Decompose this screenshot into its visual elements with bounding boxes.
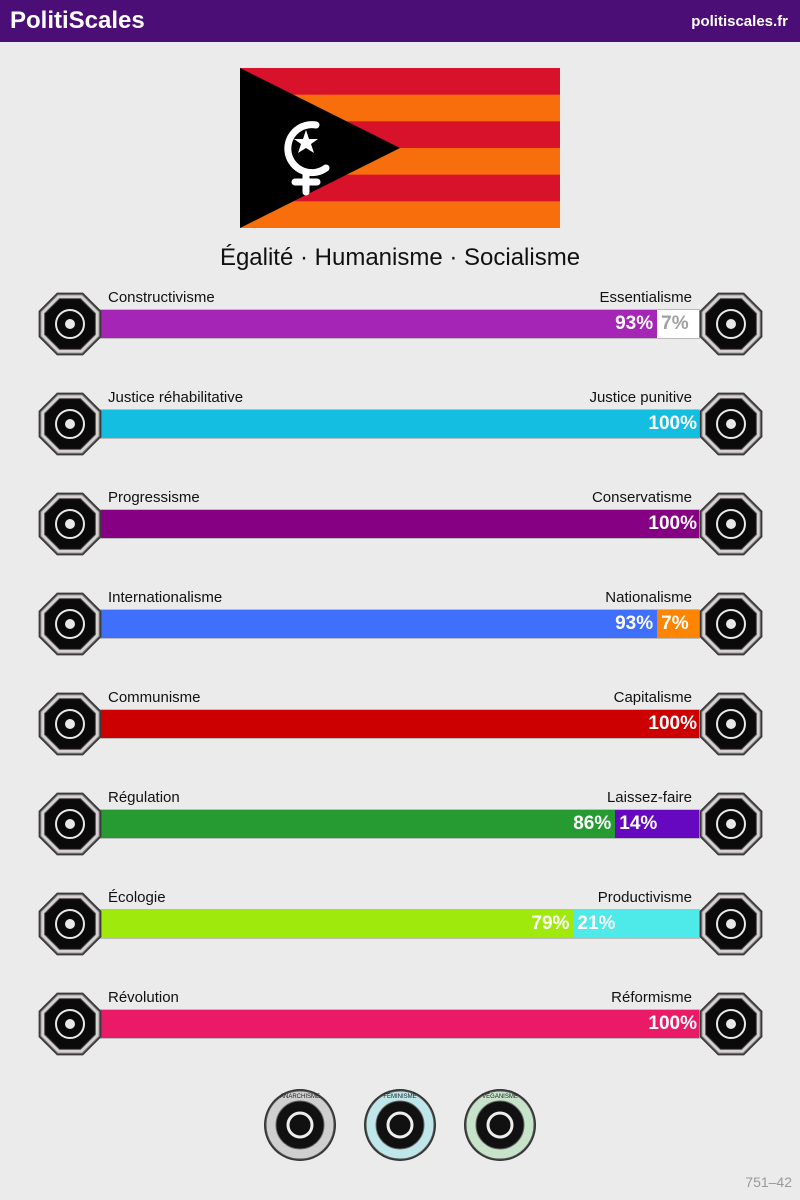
axis-row [0, 589, 800, 689]
fist-icon [35, 989, 105, 1059]
axis-row [0, 789, 800, 889]
axis-right-label: Réformisme [611, 989, 692, 1006]
axis-row [0, 489, 800, 589]
axis-row [0, 989, 800, 1089]
rocket-icon [35, 489, 105, 559]
badge-ring-text: FÉMINISME [383, 1094, 417, 1100]
eye-icon [35, 289, 105, 359]
money-bag-icon [696, 689, 766, 759]
axis-right-label: Conservatisme [591, 489, 692, 506]
axis-bar-right-segment: 21% [573, 910, 699, 938]
axis-bar [100, 809, 700, 839]
site-link[interactable]: politiscales.fr [691, 13, 788, 30]
axis-right-label: Justice punitive [589, 389, 692, 406]
axis-row [0, 389, 800, 489]
badge-ring-text: ANARCHISME [279, 1094, 321, 1100]
axis-bar [100, 909, 700, 939]
axis-left-label: Communisme [108, 689, 201, 706]
prison-bars-icon [696, 389, 766, 459]
flag-stripe [240, 68, 560, 95]
butterfly-icon [696, 789, 766, 859]
brand-title[interactable]: PolitiScales [10, 7, 145, 34]
gear-icon [696, 889, 766, 959]
axis-left-label: Justice réhabilitative [108, 389, 244, 406]
sprout-icon [35, 889, 105, 959]
flag-stripe [240, 201, 560, 228]
axis-bar-left-segment: 93% [101, 310, 657, 338]
axis-bar-left-segment: 93% [101, 610, 657, 638]
axis-right-label: Capitalisme [613, 689, 692, 706]
axis-bar [100, 409, 700, 439]
axis-bar-left-segment: 100% [101, 710, 699, 738]
badges-row [0, 1088, 800, 1162]
axis-bar [100, 509, 700, 539]
axis-left-label: Écologie [108, 889, 166, 906]
feminism-badge-icon [363, 1088, 437, 1162]
axis-bar [100, 309, 700, 339]
top-bar [0, 0, 800, 42]
axis-left-label: Internationalisme [108, 589, 223, 606]
axis-bar-left-segment: 100% [101, 410, 699, 438]
ideology-flag [240, 68, 560, 228]
axis-bar-right-segment: 7% [657, 610, 699, 638]
axis-row [0, 889, 800, 989]
axis-bar-right-segment: 7% [657, 310, 699, 338]
slogan: Égalité · Humanisme · Socialisme [219, 244, 581, 271]
axis-left-label: Progressisme [108, 489, 200, 506]
axis-row [0, 289, 800, 389]
parliament-icon [696, 989, 766, 1059]
axis-bar [100, 709, 700, 739]
flower-icon [696, 289, 766, 359]
axis-bar-left-segment: 100% [101, 510, 699, 538]
globe-icon [35, 589, 105, 659]
anarchism-badge-icon [263, 1088, 337, 1162]
axis-bar-left-segment: 79% [101, 910, 573, 938]
axis-left-label: Régulation [108, 789, 180, 806]
axis-bar [100, 1009, 700, 1039]
axis-bar-right-segment: 14% [615, 810, 699, 838]
flag-icon [696, 589, 766, 659]
ruler-icon [35, 789, 105, 859]
veganism-badge-icon [463, 1088, 537, 1162]
footer-id: 751–42 [745, 1174, 792, 1190]
hammer-sickle-icon [35, 689, 105, 759]
badge-ring-text: VÉGANISME [482, 1094, 518, 1100]
axis-right-label: Nationalisme [605, 589, 692, 606]
axis-left-label: Constructivisme [108, 289, 215, 306]
handshake-icon [35, 389, 105, 459]
axis-right-label: Laissez-faire [606, 789, 692, 806]
axis-left-label: Révolution [108, 989, 179, 1006]
axis-bar-left-segment: 100% [101, 1010, 699, 1038]
axis-right-label: Essentialisme [599, 289, 692, 306]
axis-right-label: Productivisme [597, 889, 692, 906]
axis-bar-left-segment: 86% [101, 810, 615, 838]
axis-bar [100, 609, 700, 639]
hourglass-icon [696, 489, 766, 559]
axis-row [0, 689, 800, 789]
